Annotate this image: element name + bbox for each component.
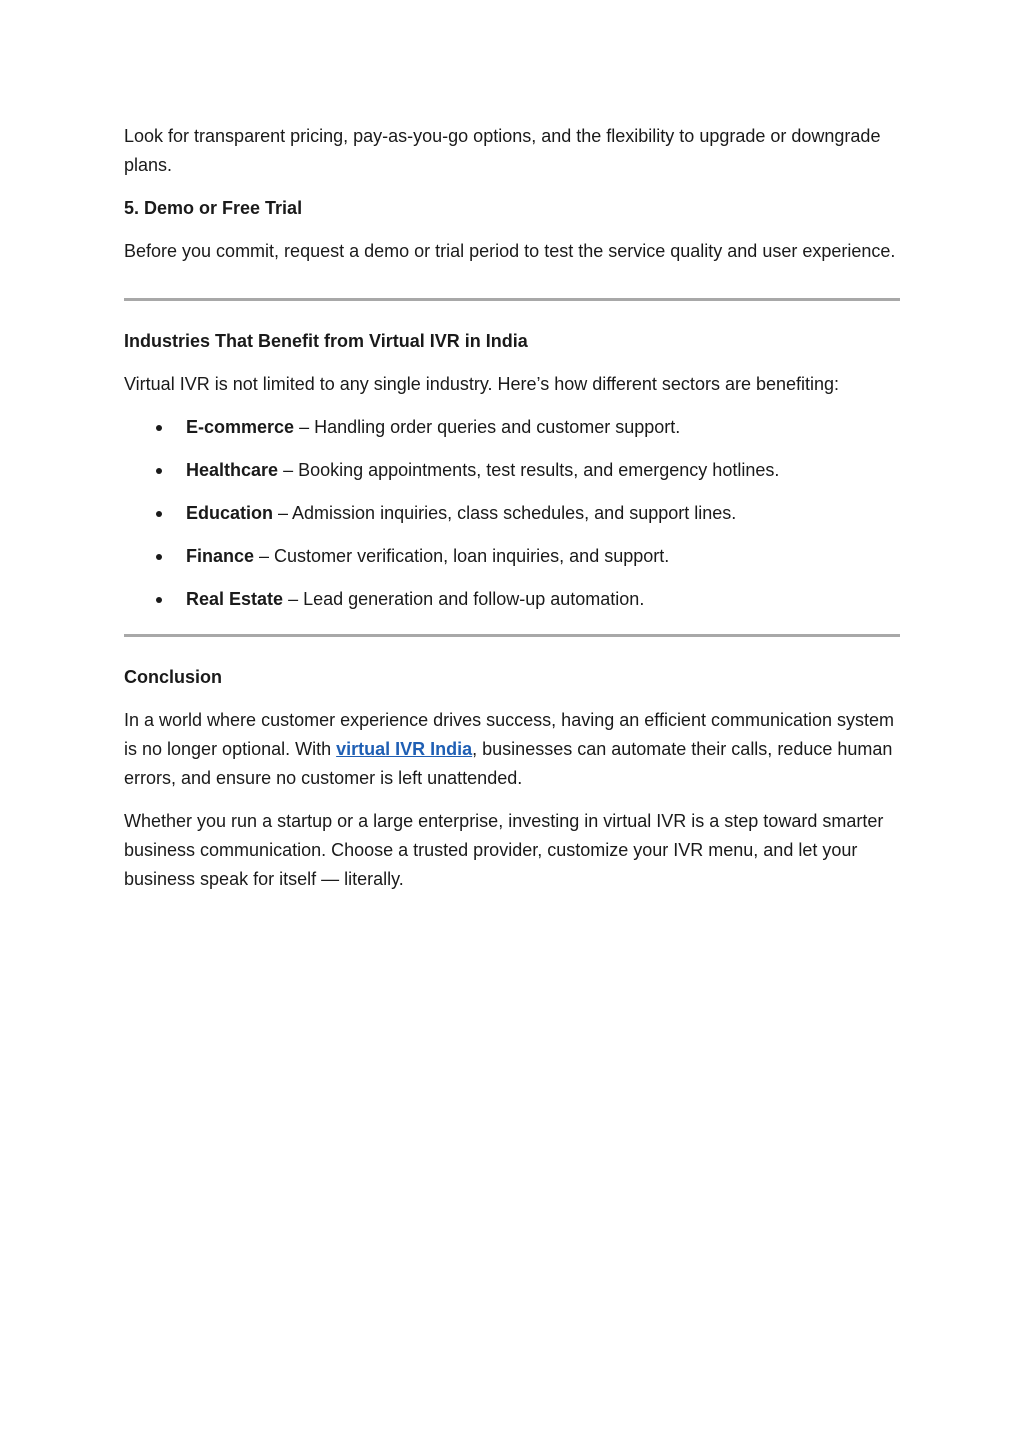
bullet-icon [156,468,162,474]
conclusion-paragraph-2: Whether you run a startup or a large enterprise, investing in virtual IVR is a step toward smarter business communication. Choose a trusted provider, customize your IVR menu, and let your business speak for itself — literally. [124,811,884,889]
conclusion-paragraph-1 [124,706,900,793]
industry-term: Real Estate [186,589,284,609]
industry-desc: – Handling order queries and customer support. [294,417,681,437]
industry-term: Healthcare [186,460,279,480]
industries-heading: Industries That Benefit from Virtual IVR in India [124,331,528,351]
conclusion-heading: Conclusion [124,667,222,687]
section-divider [124,634,900,637]
list-item [124,413,900,442]
industry-term: Finance [186,546,255,566]
demo-heading: 5. Demo or Free Trial [124,198,303,218]
list-item [124,456,900,485]
bullet-icon [156,511,162,517]
bullet-icon [156,597,162,603]
conclusion-text-before: In a world where customer experience drives success, having an efficient communication system is no longer optional. With [124,710,895,759]
pricing-paragraph: Look for transparent pricing, pay-as-you-go options, and the flexibility to upgrade or downgrade plans. [124,126,881,175]
industry-desc: – Booking appointments, test results, and emergency hotlines. [278,460,780,480]
industries-list [124,413,900,614]
list-item [124,542,900,571]
industry-term: Education [186,503,274,523]
list-item [124,585,900,614]
industry-desc: – Customer verification, loan inquiries, and support. [254,546,670,566]
list-item [124,499,900,528]
industry-desc: – Lead generation and follow-up automation. [283,589,645,609]
industries-intro: Virtual IVR is not limited to any single industry. Here’s how different sectors are benefiting: [124,374,840,394]
industry-term: E-commerce [186,417,295,437]
document-page [124,122,900,908]
section-divider [124,298,900,301]
virtual-ivr-india-link[interactable]: virtual IVR India [336,739,473,759]
bullet-icon [156,425,162,431]
bullet-icon [156,554,162,560]
industry-desc: – Admission inquiries, class schedules, and support lines. [273,503,737,523]
conclusion-text-after: , businesses can automate their calls, reduce human errors, and ensure no customer is left unattended. [124,739,893,788]
demo-paragraph: Before you commit, request a demo or trial period to test the service quality and user experience. [124,241,896,261]
